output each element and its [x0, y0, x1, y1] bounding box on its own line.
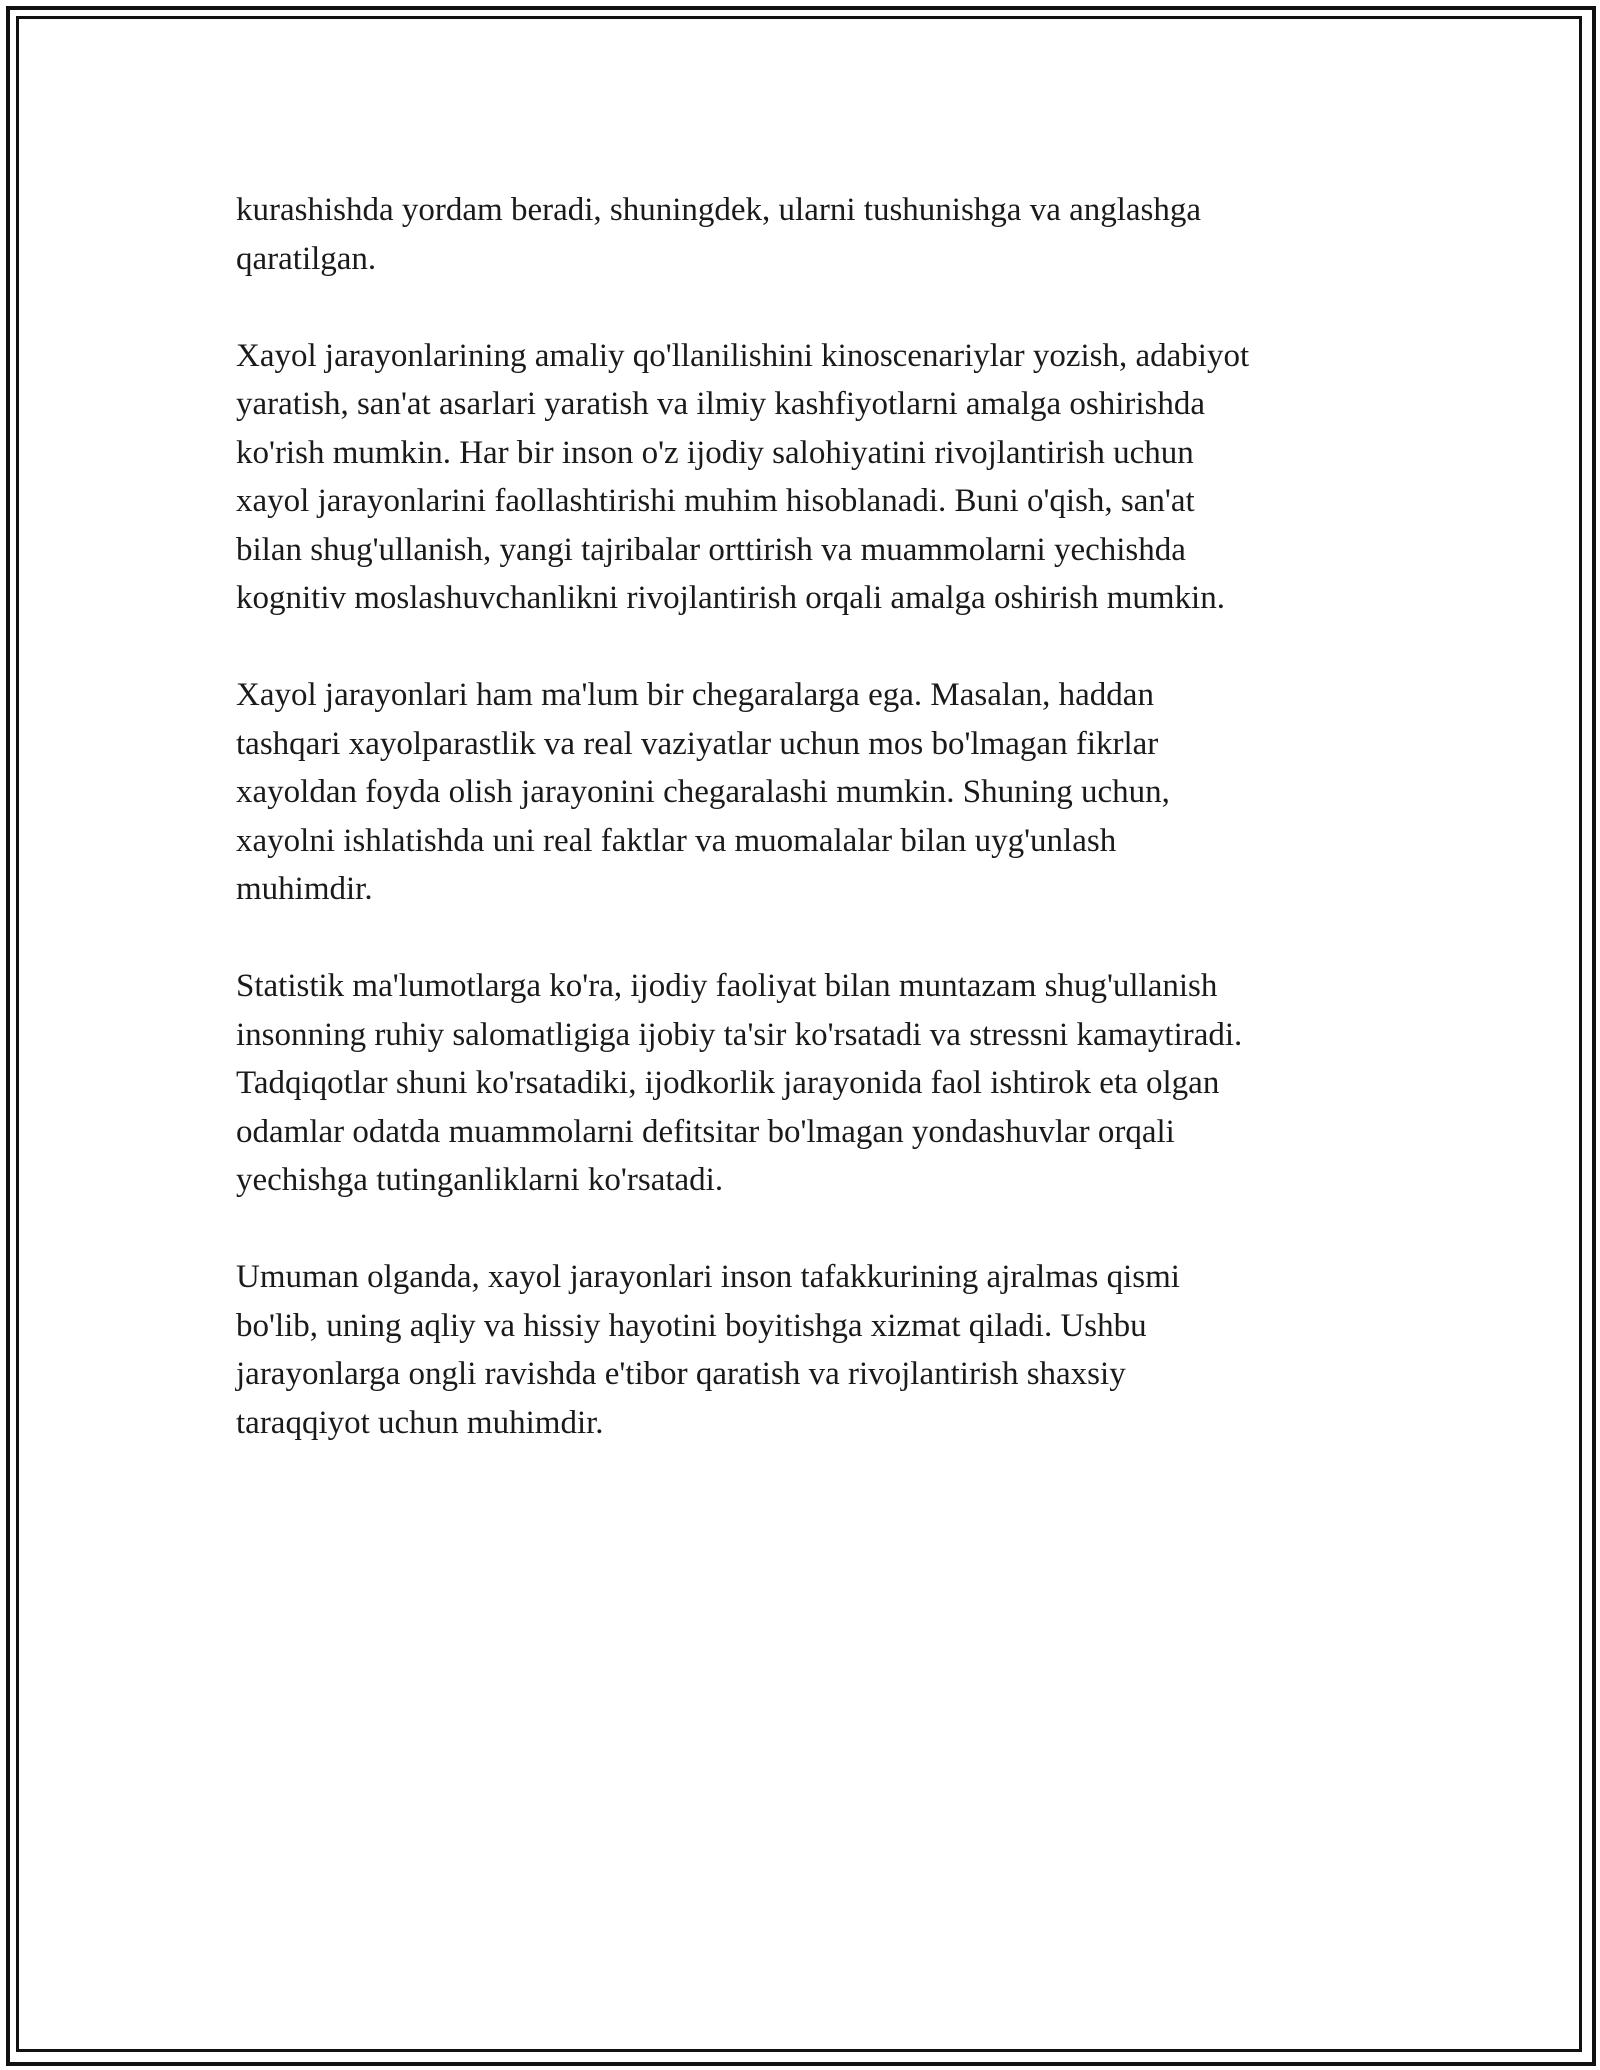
paragraph-2: [236, 332, 1386, 623]
text-line: yaratish, san'at asarlari yaratish va ilmiy kashfiyotlarni amalga oshirishda: [236, 386, 1206, 422]
text-line: insonning ruhiy salomatligiga ijobiy ta'sir ko'rsatadi va stressni kamaytiradi.: [236, 1016, 1243, 1053]
text-line: bilan shug'ullanish, yangi tajribalar orttirish va muammolarni yechishda: [236, 531, 1186, 568]
text-line: xayolni ishlatishda uni real faktlar va muomalalar bilan uyg'unlash: [236, 822, 1117, 859]
text-line: Xayol jarayonlari ham ma'lum bir chegaralarga ega. Masalan, haddan: [236, 677, 1154, 713]
text-line: tashqari xayolparastlik va real vaziyatlar uchun mos bo'lmagan fikrlar: [236, 725, 1159, 762]
paragraph-5: [236, 1253, 1386, 1447]
text-line: kurashishda yordam beradi, shuningdek, ularni tushunishga va anglashga: [236, 192, 1202, 228]
text-line: xayol jarayonlarini faollashtirishi muhim hisoblanadi. Buni o'qish, san'at: [236, 483, 1195, 519]
text-line: qaratilgan.: [236, 240, 377, 277]
text-line: Statistik ma'lumotlarga ko'ra, ijodiy faoliyat bilan muntazam shug'ullanish: [236, 968, 1218, 1004]
text-line: Tadqiqotlar shuni ko'rsatadiki, ijodkorlik jarayonida faol ishtirok eta olgan: [236, 1065, 1220, 1101]
paragraph-1: [236, 186, 1386, 283]
text-line: odamlar odatda muammolarni defitsitar bo'lmagan yondashuvlar orqali: [236, 1113, 1175, 1150]
document-body: [236, 186, 1386, 1496]
text-line: jarayonlarga ongli ravishda e'tibor qaratish va rivojlantirish shaxsiy: [236, 1356, 1126, 1392]
text-line: bo'lib, uning aqliy va hissiy hayotini boyitishga xizmat qiladi. Ushbu: [236, 1307, 1147, 1344]
paragraph-4: [236, 962, 1386, 1205]
text-line: ko'rish mumkin. Har bir inson o'z ijodiy salohiyatini rivojlantirish uchun: [236, 434, 1194, 471]
paragraph-3: [236, 671, 1386, 914]
text-line: kognitiv moslashuvchanlikni rivojlantirish orqali amalga oshirish mumkin.: [236, 580, 1225, 616]
text-line: muhimdir.: [236, 871, 373, 907]
text-line: Umuman olganda, xayol jarayonlari inson tafakkurining ajralmas qismi: [236, 1259, 1180, 1295]
text-line: xayoldan foyda olish jarayonini chegaralashi mumkin. Shuning uchun,: [236, 774, 1170, 810]
text-line: yechishga tutinganliklarni ko'rsatadi.: [236, 1162, 724, 1198]
text-line: Xayol jarayonlarining amaliy qo'llanilishini kinoscenariylar yozish, adabiyot: [236, 337, 1250, 374]
text-line: taraqqiyot uchun muhimdir.: [236, 1404, 604, 1441]
